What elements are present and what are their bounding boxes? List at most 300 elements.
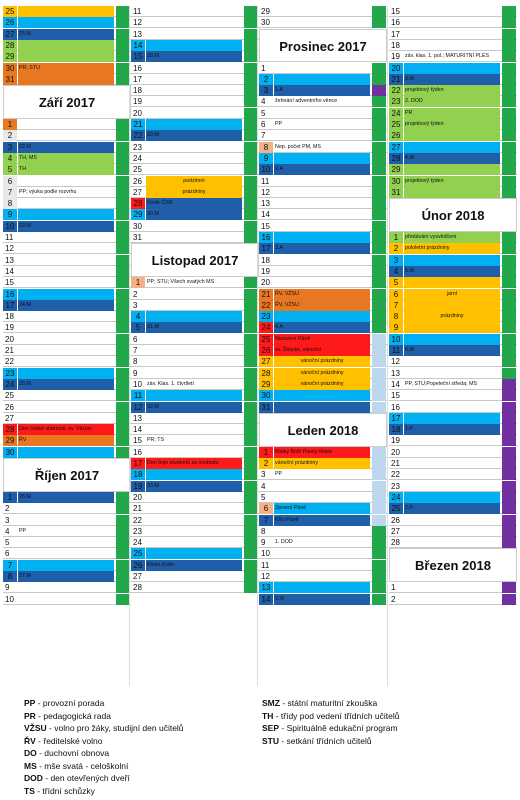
day-note: Nep. počet PM, MS: [275, 143, 321, 150]
day-row: [131, 435, 259, 446]
day-fill: [404, 187, 500, 198]
day-number: 19: [131, 481, 145, 492]
week-indicator: [244, 368, 258, 379]
week-indicator: [116, 402, 130, 413]
day-row: [259, 221, 387, 232]
week-indicator: [244, 458, 258, 469]
day-row: [131, 322, 259, 333]
day-row: [131, 153, 259, 164]
legend-abbr: PP: [24, 698, 36, 708]
day-row: [3, 29, 131, 40]
week-indicator: [116, 435, 130, 446]
day-number: 22: [391, 470, 400, 480]
day-number: 21: [259, 289, 273, 300]
day-number: 1: [3, 492, 17, 503]
day-row: [259, 334, 387, 345]
day-number: 1: [3, 119, 17, 130]
week-indicator: [116, 164, 130, 175]
day-number: 10: [259, 164, 273, 175]
day-number: 26: [391, 515, 400, 525]
day-number: 17: [389, 413, 403, 424]
week-indicator: [244, 503, 258, 514]
week-indicator: [502, 142, 516, 153]
day-number: 19: [5, 323, 14, 333]
week-indicator: [372, 379, 386, 390]
day-note: 3.M: [405, 75, 414, 82]
day-row: [259, 379, 387, 390]
week-indicator: [372, 300, 386, 311]
day-row: [3, 130, 131, 141]
day-note: 1. DOD: [275, 539, 293, 546]
day-row: [389, 368, 517, 379]
week-indicator: [372, 277, 386, 288]
day-row: [389, 322, 517, 333]
legend-item: [24, 698, 104, 708]
day-note: 3.A: [275, 245, 283, 252]
day-note: PP: [19, 527, 27, 534]
day-row: [3, 582, 131, 593]
day-row: [259, 503, 387, 514]
day-row: [259, 526, 387, 537]
day-fill: [274, 232, 370, 243]
week-indicator: [244, 209, 258, 220]
day-row: [131, 515, 259, 526]
day-number: 16: [259, 232, 273, 243]
week-indicator: [116, 266, 130, 277]
day-row: [131, 85, 259, 96]
day-fill: [274, 390, 370, 401]
day-number: 4: [389, 266, 403, 277]
day-row: [259, 108, 387, 119]
week-indicator: [116, 40, 130, 51]
week-indicator: [244, 40, 258, 51]
day-number: 16: [133, 447, 142, 457]
day-number: 28: [389, 153, 403, 164]
day-note: TH: [19, 166, 27, 173]
day-number: 12: [133, 18, 142, 28]
day-row: [259, 142, 387, 153]
legend-desc: - provozní porada: [35, 698, 105, 708]
day-row: [131, 402, 259, 413]
week-indicator: [244, 345, 258, 356]
week-indicator: [502, 379, 516, 390]
day-number: 10: [133, 379, 142, 389]
day-row: [3, 345, 131, 356]
day-number: 5: [261, 108, 266, 118]
day-number: 5: [5, 538, 10, 548]
day-row: [389, 526, 517, 537]
day-number: 5: [389, 277, 403, 288]
week-indicator: [244, 300, 258, 311]
day-number: 6: [389, 289, 403, 300]
week-indicator: [244, 526, 258, 537]
day-row: [131, 142, 259, 153]
week-indicator: [502, 435, 516, 446]
legend-abbr: ŘV: [24, 735, 36, 746]
day-number: 8: [261, 526, 266, 536]
day-row: [259, 187, 387, 198]
day-note: 2.M: [275, 595, 284, 602]
day-row: [131, 119, 259, 130]
week-indicator: [244, 6, 258, 17]
week-indicator: [502, 17, 516, 28]
day-number: 15: [391, 391, 400, 401]
day-note: 29.M: [147, 132, 159, 139]
day-number: 7: [3, 560, 17, 571]
legend-item: [24, 711, 111, 721]
day-number: 2: [389, 243, 403, 254]
day-row: [389, 402, 517, 413]
legend-abbr: TS: [24, 785, 35, 796]
day-number: 23: [3, 368, 17, 379]
week-indicator: [372, 176, 386, 187]
week-indicator: [244, 153, 258, 164]
day-row: [131, 164, 259, 175]
day-number: 12: [5, 244, 14, 254]
day-note: 31.M: [147, 324, 159, 331]
day-number: 14: [259, 594, 273, 605]
day-row: [259, 458, 387, 469]
day-row: [389, 413, 517, 424]
week-indicator: [372, 571, 386, 582]
week-indicator: [116, 209, 130, 220]
day-row: [259, 232, 387, 243]
day-row: [3, 277, 131, 288]
day-row: [389, 582, 517, 593]
month-heading: Březen 2018: [389, 548, 517, 582]
week-indicator: [116, 17, 130, 28]
day-fill: [146, 390, 242, 401]
day-number: 26: [131, 560, 145, 571]
week-indicator: [244, 322, 258, 333]
day-row: [3, 51, 131, 62]
day-row: [131, 492, 259, 503]
day-number: 21: [5, 346, 14, 355]
day-number: 8: [3, 198, 17, 209]
day-row: [389, 447, 517, 458]
day-number: 12: [261, 572, 270, 581]
day-number: 2: [259, 74, 273, 85]
day-number: 4: [261, 481, 266, 491]
day-row: [131, 379, 259, 390]
week-indicator: [244, 469, 258, 480]
day-row: [3, 515, 131, 526]
week-indicator: [116, 537, 130, 548]
day-row: [131, 334, 259, 345]
day-note: Matky Boží Panny Marie: [275, 448, 333, 455]
week-indicator: [372, 232, 386, 243]
week-indicator: [244, 85, 258, 96]
week-indicator: [372, 74, 386, 85]
week-indicator: [244, 560, 258, 571]
day-number: 4: [5, 526, 10, 536]
day-number: 8: [259, 142, 273, 153]
legend-desc: - pedagogická rada: [35, 710, 111, 721]
day-row: [259, 277, 387, 288]
day-note: PR; TS: [147, 437, 164, 444]
day-note: PR; STU: [19, 64, 40, 71]
day-row: [3, 379, 131, 390]
day-number: 20: [5, 334, 14, 344]
week-indicator: [372, 209, 386, 220]
week-indicator: [244, 548, 258, 559]
day-fill: [18, 51, 114, 62]
day-row: [3, 153, 131, 164]
day-number: 8: [389, 311, 403, 322]
week-indicator: [116, 29, 130, 40]
day-number: 23: [391, 481, 400, 491]
day-note: ŘV: [19, 437, 27, 444]
day-number: 24: [3, 379, 17, 390]
week-indicator: [116, 130, 130, 141]
day-note: Zjevení Páně: [275, 505, 307, 512]
week-indicator: [502, 74, 516, 85]
week-indicator: [502, 266, 516, 277]
day-row: [259, 447, 387, 458]
legend-desc: - volno pro žáky, studijní den učitelů: [46, 723, 184, 733]
week-indicator: [502, 402, 516, 413]
day-number: 7: [133, 346, 138, 355]
day-row: [131, 74, 259, 85]
day-number: 9: [5, 583, 10, 593]
day-row: [131, 51, 259, 62]
day-number: 3: [261, 470, 266, 480]
day-row: [389, 492, 517, 503]
day-row: [259, 300, 387, 311]
week-indicator: [372, 198, 386, 209]
day-note: PR: [405, 109, 413, 116]
day-note: vánoční prázdniny: [300, 380, 344, 387]
week-indicator: [502, 187, 516, 198]
day-row: [389, 142, 517, 153]
week-indicator: [502, 469, 516, 480]
day-row: [131, 6, 259, 17]
legend-desc: - ředitelské volno: [35, 735, 103, 746]
week-indicator: [116, 289, 130, 300]
day-number: 12: [261, 187, 270, 197]
day-number: 5: [261, 492, 266, 502]
legend-desc: - státní maturitní zkouška: [279, 698, 378, 708]
day-row: [131, 582, 259, 593]
week-indicator: [116, 255, 130, 266]
day-fill: [18, 6, 114, 17]
legend-desc: - den otevřených dveří: [42, 773, 130, 783]
day-number: 15: [391, 7, 400, 16]
week-indicator: [372, 537, 386, 548]
day-fill: [274, 153, 370, 164]
legend-abbr: DO: [24, 748, 37, 758]
day-row: [389, 85, 517, 96]
day-number: 29: [259, 379, 273, 390]
day-note: 25.M: [19, 30, 31, 37]
week-indicator: [244, 108, 258, 119]
day-note: prázdniny: [182, 188, 206, 195]
day-note: projektový týden: [405, 87, 444, 94]
day-row: [131, 198, 259, 209]
day-row: [3, 74, 131, 85]
week-indicator: [372, 582, 386, 593]
day-number: 18: [133, 86, 142, 96]
day-number: 31: [259, 402, 273, 413]
day-note: záv. klas. 1. pol.; MATURITNÍ PLES: [405, 53, 489, 60]
week-indicator: [244, 435, 258, 446]
day-number: 12: [131, 402, 145, 413]
day-number: 5: [3, 164, 17, 175]
day-number: 11: [261, 176, 270, 186]
week-indicator: [244, 96, 258, 107]
week-indicator: [502, 447, 516, 458]
day-fill: [146, 119, 242, 130]
day-number: 30: [133, 221, 142, 231]
week-indicator: [372, 356, 386, 367]
day-number: 28: [133, 583, 142, 593]
day-fill: [274, 402, 370, 413]
legend-abbr: MS: [24, 760, 37, 771]
day-note: pololetní prázdniny: [405, 245, 450, 252]
day-number: 30: [259, 390, 273, 401]
legend-desc: - Spirituálně edukační program: [279, 723, 398, 733]
day-number: 28: [131, 198, 145, 209]
week-indicator: [116, 334, 130, 345]
day-number: 6: [259, 503, 273, 514]
legend-item: [262, 711, 400, 721]
day-row: [259, 266, 387, 277]
day-note: projektový týden: [405, 177, 444, 184]
day-row: [3, 560, 131, 571]
day-row: [389, 187, 517, 198]
day-row: [131, 571, 259, 582]
day-row: [131, 209, 259, 220]
week-indicator: [372, 594, 386, 605]
day-number: 13: [5, 255, 14, 265]
day-number: 18: [391, 40, 400, 50]
day-row: [3, 503, 131, 514]
day-row: [3, 221, 131, 232]
day-number: 11: [261, 560, 270, 570]
day-number: 16: [3, 289, 17, 300]
day-number: 27: [259, 356, 273, 367]
month-heading: Listopad 2017: [131, 243, 259, 277]
day-row: [259, 537, 387, 548]
day-row: [259, 594, 387, 605]
week-indicator: [502, 289, 516, 300]
day-row: [259, 368, 387, 379]
day-number: 13: [261, 199, 270, 209]
day-row: [3, 492, 131, 503]
day-number: 18: [5, 312, 14, 322]
day-fill: [274, 582, 370, 593]
day-number: 3: [133, 300, 138, 310]
week-indicator: [502, 29, 516, 40]
day-row: [3, 243, 131, 254]
legend-item: [24, 773, 130, 783]
week-indicator: [116, 492, 130, 503]
day-number: 13: [391, 368, 400, 378]
week-indicator: [502, 503, 516, 514]
week-indicator: [116, 424, 130, 435]
day-number: 1: [131, 277, 145, 288]
day-note: projektový týden: [405, 121, 444, 127]
day-row: [3, 571, 131, 582]
day-number: 14: [5, 266, 14, 276]
day-row: [131, 413, 259, 424]
week-indicator: [372, 164, 386, 175]
legend: [0, 692, 520, 800]
day-number: 22: [389, 85, 403, 96]
day-row: [389, 243, 517, 254]
day-number: 17: [259, 243, 273, 254]
day-number: 27: [3, 29, 17, 40]
week-indicator: [116, 413, 130, 424]
week-indicator: [372, 311, 386, 322]
day-note: 2.P: [405, 505, 413, 512]
week-indicator: [116, 571, 130, 582]
day-row: [259, 6, 387, 17]
day-number: 19: [133, 97, 142, 107]
week-indicator: [502, 345, 516, 356]
day-row: [389, 29, 517, 40]
day-row: [259, 402, 387, 413]
day-row: [131, 17, 259, 28]
week-indicator: [244, 119, 258, 130]
week-indicator: [502, 243, 516, 254]
week-indicator: [372, 469, 386, 480]
day-number: 3: [259, 85, 273, 96]
day-number: 11: [389, 345, 403, 356]
day-number: 14: [131, 40, 145, 51]
day-note: Křtu Páně: [275, 516, 299, 523]
day-row: [3, 266, 131, 277]
legend-abbr: STU: [262, 735, 279, 746]
day-note: jarní: [446, 290, 458, 297]
week-indicator: [502, 458, 516, 469]
week-indicator: [502, 526, 516, 537]
day-row: [389, 458, 517, 469]
day-row: [389, 266, 517, 277]
week-indicator: [116, 176, 130, 187]
day-number: 23: [389, 96, 403, 107]
day-note: 2. DOD: [405, 98, 423, 105]
day-row: [259, 243, 387, 254]
day-number: 25: [3, 6, 17, 17]
week-indicator: [244, 390, 258, 401]
day-row: [389, 390, 517, 401]
day-row: [389, 40, 517, 51]
day-note: sv. Štěpán, vánoční: [275, 347, 322, 353]
day-fill: [404, 63, 500, 74]
day-number: 9: [133, 368, 138, 378]
day-number: 16: [391, 18, 400, 28]
day-note: 2.A: [275, 166, 283, 173]
day-row: [131, 548, 259, 559]
legend-abbr: TH: [262, 710, 274, 721]
day-number: 31: [3, 74, 17, 85]
week-indicator: [116, 277, 130, 288]
day-fill: [274, 311, 370, 322]
day-row: [259, 63, 387, 74]
day-row: [259, 345, 387, 356]
day-number: 26: [389, 130, 403, 141]
legend-item: [262, 723, 398, 733]
day-number: 29: [3, 435, 17, 446]
day-note: žehnání adventního věnce: [275, 98, 338, 105]
day-number: 6: [5, 549, 10, 559]
week-indicator: [502, 6, 516, 17]
day-row: [131, 447, 259, 458]
day-number: 17: [391, 29, 400, 39]
day-row: [131, 96, 259, 107]
day-note: podzimní: [183, 177, 205, 184]
